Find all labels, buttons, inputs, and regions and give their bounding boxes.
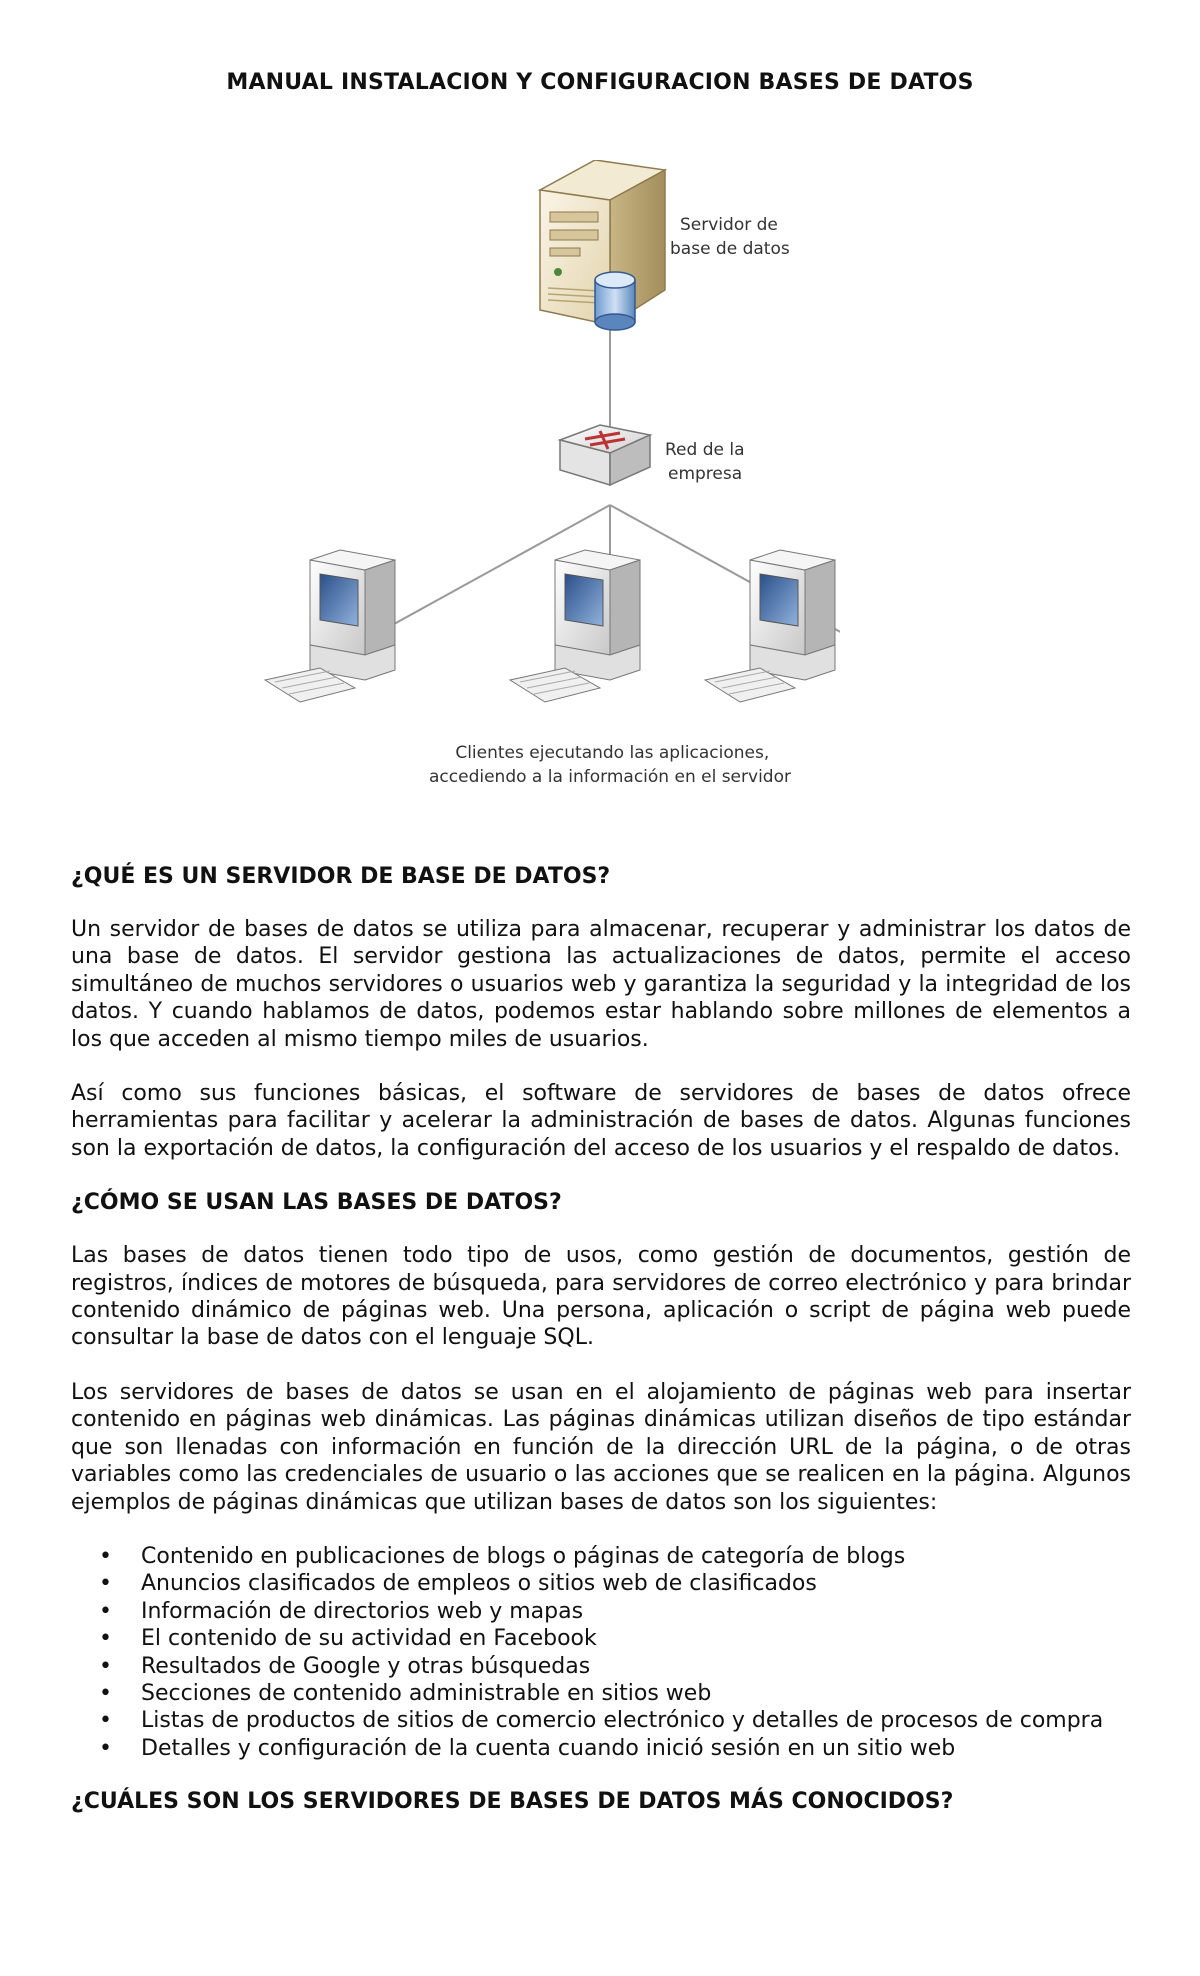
list-item: • Información de directorios web y mapas: [99, 1598, 584, 1624]
network-label-line2: empresa: [668, 464, 743, 484]
paragraph: Los servidores de bases de datos se usan en el alojamiento de páginas web para insertar contenido en páginas web dinámicas. Las páginas dinámicas utilizan diseños de tipo estándar que son llenadas con información en función de la dirección URL de la página, o de otras variables como las credenciales de usuario o las acciones que se realicen en la página. Algunos ejemplos de páginas dinámicas que utilizan bases de datos son los siguientes:: [71, 1379, 1131, 1515]
paragraph: Un servidor de bases de datos se utiliza para almacenar, recuperar y administrar los datos de una base de datos. El servidor gestiona las actualizaciones de datos, permite el acceso simultáneo de muchos servidores o usuarios web y garantiza la seguridad y la integridad de los datos. Y cuando hablamos de datos, podemos estar hablando sobre millones de elementos a los que acceden al mismo tiempo miles de usuarios.: [71, 917, 1131, 1052]
server-label-line1: Servidor de: [680, 215, 778, 235]
clients-label-line2: accediendo a la información en el servidor: [429, 767, 791, 787]
examples-list: [71, 1543, 1131, 1762]
section-heading-how-used: ¿CÓMO SE USAN LAS BASES DE DATOS?: [71, 1190, 562, 1216]
bullet-icon: •: [99, 1626, 112, 1652]
database-cylinder-icon: [595, 272, 635, 330]
document-body: [71, 863, 1131, 1841]
list-item: • Anuncios clasificados de empleos o sitios web de clasificados: [99, 1571, 817, 1597]
list-item: • Listas de productos de sitios de comercio electrónico y detalles de procesos de compra: [99, 1708, 1104, 1734]
bullet-icon: •: [99, 1708, 112, 1734]
bullet-icon: •: [99, 1680, 112, 1706]
bullet-icon: •: [99, 1571, 112, 1597]
server-label: [670, 215, 790, 259]
server-label-line2: base de datos: [670, 239, 790, 259]
section-heading-what-is: ¿QUÉ ES UN SERVIDOR DE BASE DE DATOS?: [71, 864, 611, 889]
bullet-icon: •: [99, 1735, 112, 1761]
clients-label-line1: Clientes ejecutando las aplicaciones,: [455, 743, 770, 763]
network-label-line1: Red de la: [665, 440, 745, 460]
bullet-icon: •: [99, 1543, 112, 1569]
list-item: • Resultados de Google y otras búsquedas: [99, 1653, 591, 1679]
database-server-diagram: [260, 160, 840, 800]
clients-label: [429, 743, 791, 787]
section-heading-known-servers: ¿CUÁLES SON LOS SERVIDORES DE BASES DE DATOS MÁS CONOCIDOS?: [71, 1789, 954, 1815]
bullet-icon: •: [99, 1598, 112, 1624]
network-switch-icon: [560, 425, 650, 485]
bullet-icon: •: [99, 1653, 112, 1679]
paragraph: Así como sus funciones básicas, el software de servidores de bases de datos ofrece herramientas para facilitar y acelerar la administración de bases de datos. Algunas funciones son la exportación de datos, la configuración del acceso de los usuarios y el respaldo de datos.: [71, 1081, 1131, 1161]
client-computer-icon: [510, 550, 640, 702]
document-title: MANUAL INSTALACION Y CONFIGURACION BASES DE DATOS: [226, 70, 974, 95]
paragraph: Las bases de datos tienen todo tipo de usos, como gestión de documentos, gestión de registros, índices de motores de búsqueda, para servidores de correo electrónico y para brindar contenido dinámico de páginas web. Una persona, aplicación o script de página web puede consultar la base de datos con el lenguaje SQL.: [71, 1243, 1131, 1351]
client-computer-icon: [265, 550, 395, 702]
list-item: • Contenido en publicaciones de blogs o páginas de categoría de blogs: [99, 1543, 906, 1569]
list-item: • Secciones de contenido administrable en sitios web: [99, 1680, 712, 1706]
list-item: • Detalles y configuración de la cuenta cuando inició sesión en un sitio web: [99, 1735, 956, 1761]
network-label: [665, 440, 750, 484]
list-item: • El contenido de su actividad en Facebook: [99, 1626, 597, 1652]
client-computer-icon: [705, 550, 835, 702]
